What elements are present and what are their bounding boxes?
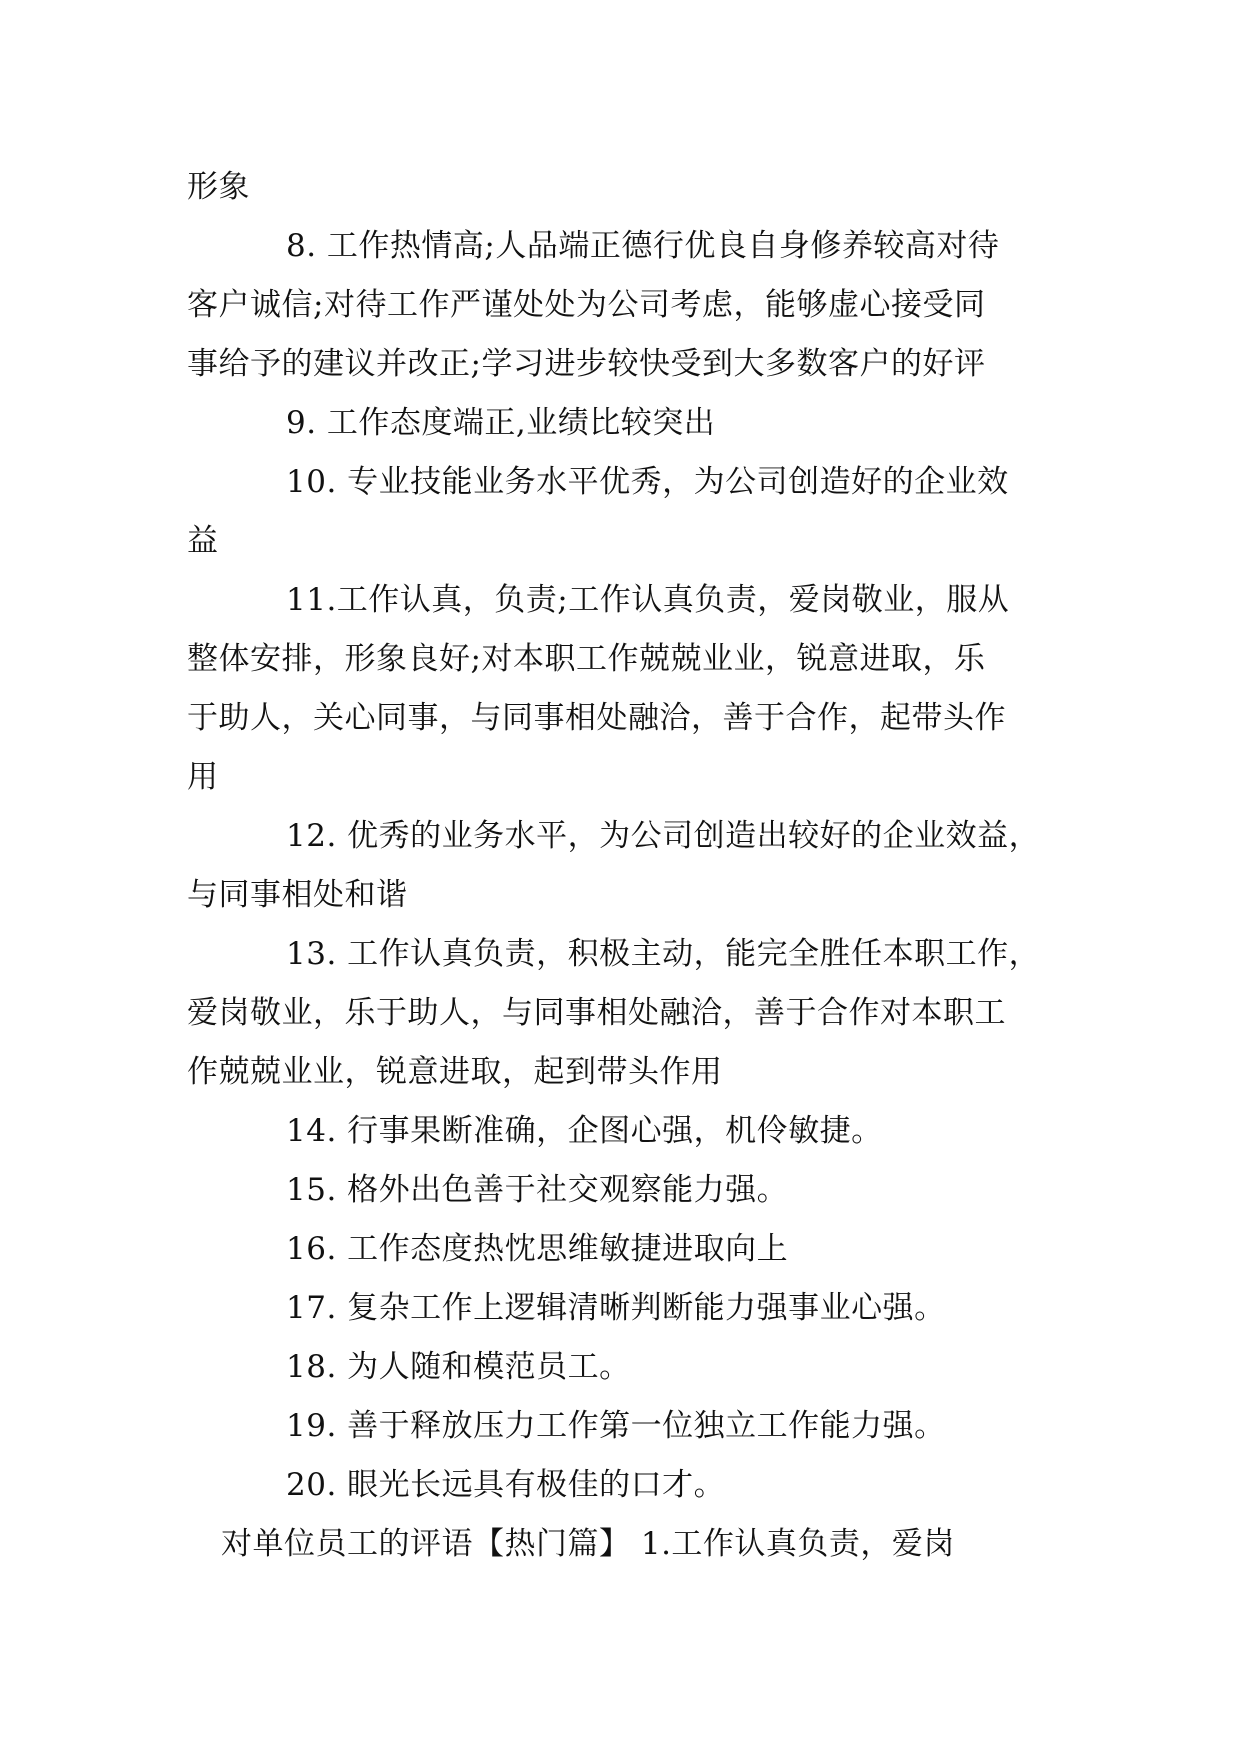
text-line: 14. 行事果断准确，企图心强，机伶敏捷。 <box>286 1113 883 1149</box>
section-heading-line: 对单位员工的评语【热门篇】 1.工作认真负责，爱岗 <box>221 1526 955 1562</box>
text-line: 17. 复杂工作上逻辑清晰判断能力强事业心强。 <box>286 1290 946 1326</box>
text-line: 益 <box>187 523 219 559</box>
text-line: 于助人，关心同事，与同事相处融洽，善于合作，起带头作 <box>187 700 1006 736</box>
text-line: 15. 格外出色善于社交观察能力强。 <box>286 1172 789 1208</box>
text-line: 10. 专业技能业务水平优秀，为公司创造好的企业效 <box>286 464 1009 500</box>
text-line: 12. 优秀的业务水平，为公司创造出较好的企业效益， <box>286 818 1041 854</box>
text-line: 11.工作认真，负责;工作认真负责，爱岗敬业，服从 <box>286 582 1010 618</box>
text-line: 客户诚信;对待工作严谨处处为公司考虑，能够虚心接受同 <box>187 287 986 323</box>
text-line: 事给予的建议并改正;学习进步较快受到大多数客户的好评 <box>187 346 986 382</box>
text-line: 18. 为人随和模范员工。 <box>286 1349 631 1385</box>
text-line: 19. 善于释放压力工作第一位独立工作能力强。 <box>286 1408 946 1444</box>
text-line: 与同事相处和谐 <box>187 877 408 913</box>
text-line: 形象 <box>187 169 250 205</box>
text-line: 用 <box>187 759 219 795</box>
text-line: 作兢兢业业，锐意进取，起到带头作用 <box>187 1054 723 1090</box>
text-line: 爱岗敬业，乐于助人，与同事相处融洽，善于合作对本职工 <box>187 995 1006 1031</box>
text-line: 8. 工作热情高;人品端正德行优良自身修养较高对待 <box>286 228 1000 264</box>
text-line: 13. 工作认真负责，积极主动，能完全胜任本职工作， <box>286 936 1041 972</box>
text-line: 整体安排，形象良好;对本职工作兢兢业业，锐意进取，乐 <box>187 641 986 677</box>
text-line: 20. 眼光长远具有极佳的口才。 <box>286 1467 726 1503</box>
document-page <box>187 158 1049 1574</box>
text-line: 16. 工作态度热忱思维敏捷进取向上 <box>286 1231 789 1267</box>
text-line: 9. 工作态度端正,业绩比较突出 <box>286 405 716 441</box>
